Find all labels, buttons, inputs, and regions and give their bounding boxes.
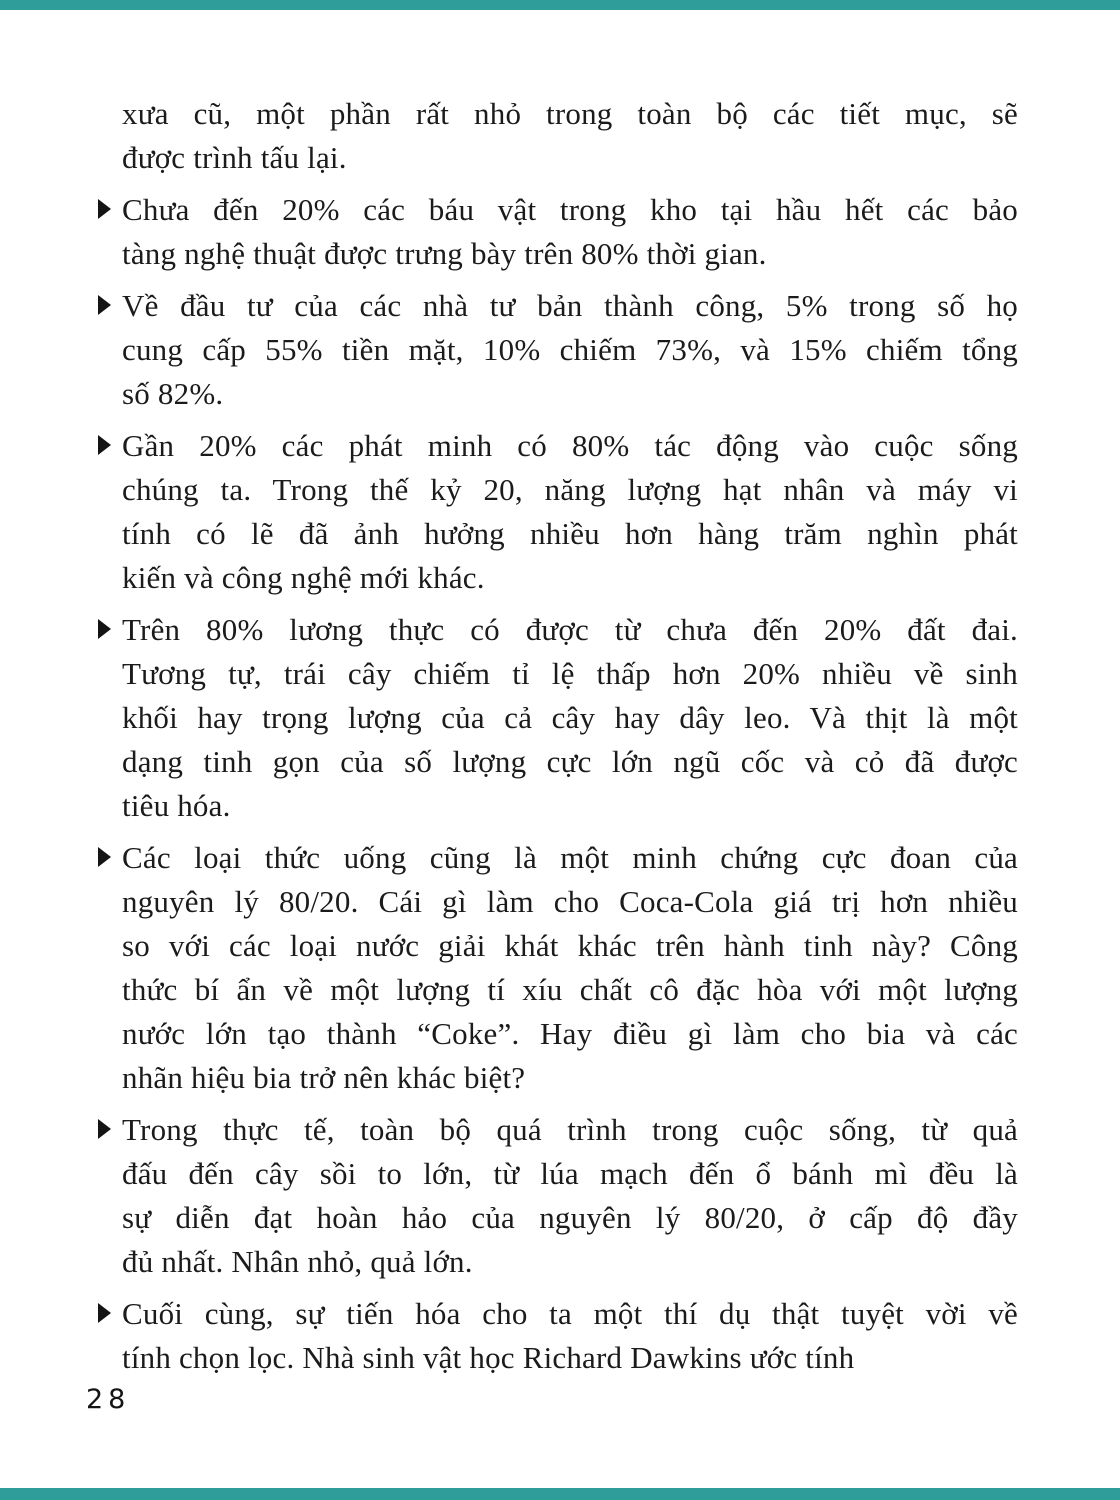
paragraph-line: tàng nghệ thuật được trưng bày trên 80% thời gian. bbox=[122, 236, 767, 271]
paragraph-line: tính chọn lọc. Nhà sinh vật học Richard Dawkins ước tính bbox=[122, 1340, 855, 1375]
bullet-triangle-icon bbox=[98, 1119, 111, 1139]
paragraph bbox=[122, 608, 1018, 828]
paragraph-line: đủ nhất. Nhân nhỏ, quả lớn. bbox=[122, 1244, 473, 1279]
paragraph bbox=[122, 92, 1018, 180]
accent-bar-bottom bbox=[0, 1488, 1120, 1500]
paragraph-line: cung cấp 55% tiền mặt, 10% chiếm 73%, và 15% chiếm tổng bbox=[122, 332, 1018, 367]
paragraph-line: Trong thực tế, toàn bộ quá trình trong cuộc sống, từ quả bbox=[122, 1112, 1018, 1147]
paragraph-line: số 82%. bbox=[122, 376, 224, 411]
paragraph-line: so với các loại nước giải khát khác trên hành tinh này? Công bbox=[122, 928, 1018, 963]
paragraph bbox=[122, 284, 1018, 416]
paragraph-line: Gần 20% các phát minh có 80% tác động vào cuộc sống bbox=[122, 428, 1018, 463]
paragraph-line: khối hay trọng lượng của cả cây hay dây leo. Và thịt là một bbox=[122, 700, 1018, 735]
paragraph-line: Các loại thức uống cũng là một minh chứng cực đoan của bbox=[122, 840, 1018, 875]
paragraph-line: nguyên lý 80/20. Cái gì làm cho Coca-Cola giá trị hơn nhiều bbox=[122, 884, 1018, 919]
paragraph-line: chúng ta. Trong thế kỷ 20, năng lượng hạt nhân và máy vi bbox=[122, 472, 1018, 507]
paragraph-line: Về đầu tư của các nhà tư bản thành công, 5% trong số họ bbox=[122, 288, 1018, 323]
bullet-triangle-icon bbox=[98, 619, 111, 639]
paragraph bbox=[122, 424, 1018, 600]
bullet-triangle-icon bbox=[98, 435, 111, 455]
paragraph-line: Chưa đến 20% các báu vật trong kho tại hầu hết các bảo bbox=[122, 192, 1018, 227]
page-number: 28 bbox=[86, 1384, 131, 1415]
paragraph bbox=[122, 1108, 1018, 1284]
paragraph-line: sự diễn đạt hoàn hảo của nguyên lý 80/20, ở cấp độ đầy bbox=[122, 1200, 1018, 1235]
paragraph-line: được trình tấu lại. bbox=[122, 140, 347, 175]
paragraph-line: thức bí ẩn về một lượng tí xíu chất cô đặc hòa với một lượng bbox=[122, 972, 1018, 1007]
paragraph-line: tính có lẽ đã ảnh hưởng nhiều hơn hàng trăm nghìn phát bbox=[122, 516, 1018, 551]
paragraph bbox=[122, 836, 1018, 1100]
paragraph-line: xưa cũ, một phần rất nhỏ trong toàn bộ các tiết mục, sẽ bbox=[122, 96, 1018, 131]
page-content bbox=[122, 92, 1018, 1388]
bullet-triangle-icon bbox=[98, 847, 111, 867]
paragraph-line: Tương tự, trái cây chiếm tỉ lệ thấp hơn 20% nhiều về sinh bbox=[122, 656, 1018, 691]
accent-bar-top bbox=[0, 0, 1120, 10]
paragraph-line: nước lớn tạo thành “Coke”. Hay điều gì làm cho bia và các bbox=[122, 1016, 1018, 1051]
paragraph-line: tiêu hóa. bbox=[122, 788, 231, 823]
paragraph-line: Trên 80% lương thực có được từ chưa đến 20% đất đai. bbox=[122, 612, 1018, 647]
bullet-triangle-icon bbox=[98, 1303, 111, 1323]
paragraph-line: nhãn hiệu bia trở nên khác biệt? bbox=[122, 1060, 526, 1095]
paragraph-line: dạng tinh gọn của số lượng cực lớn ngũ cốc và cỏ đã được bbox=[122, 744, 1018, 779]
bullet-triangle-icon bbox=[98, 199, 111, 219]
paragraph-line: đấu đến cây sồi to lớn, từ lúa mạch đến ổ bánh mì đều là bbox=[122, 1156, 1018, 1191]
bullet-triangle-icon bbox=[98, 295, 111, 315]
paragraph bbox=[122, 1292, 1018, 1380]
paragraph bbox=[122, 188, 1018, 276]
paragraph-line: Cuối cùng, sự tiến hóa cho ta một thí dụ thật tuyệt vời về bbox=[122, 1296, 1018, 1331]
paragraph-line: kiến và công nghệ mới khác. bbox=[122, 560, 485, 595]
